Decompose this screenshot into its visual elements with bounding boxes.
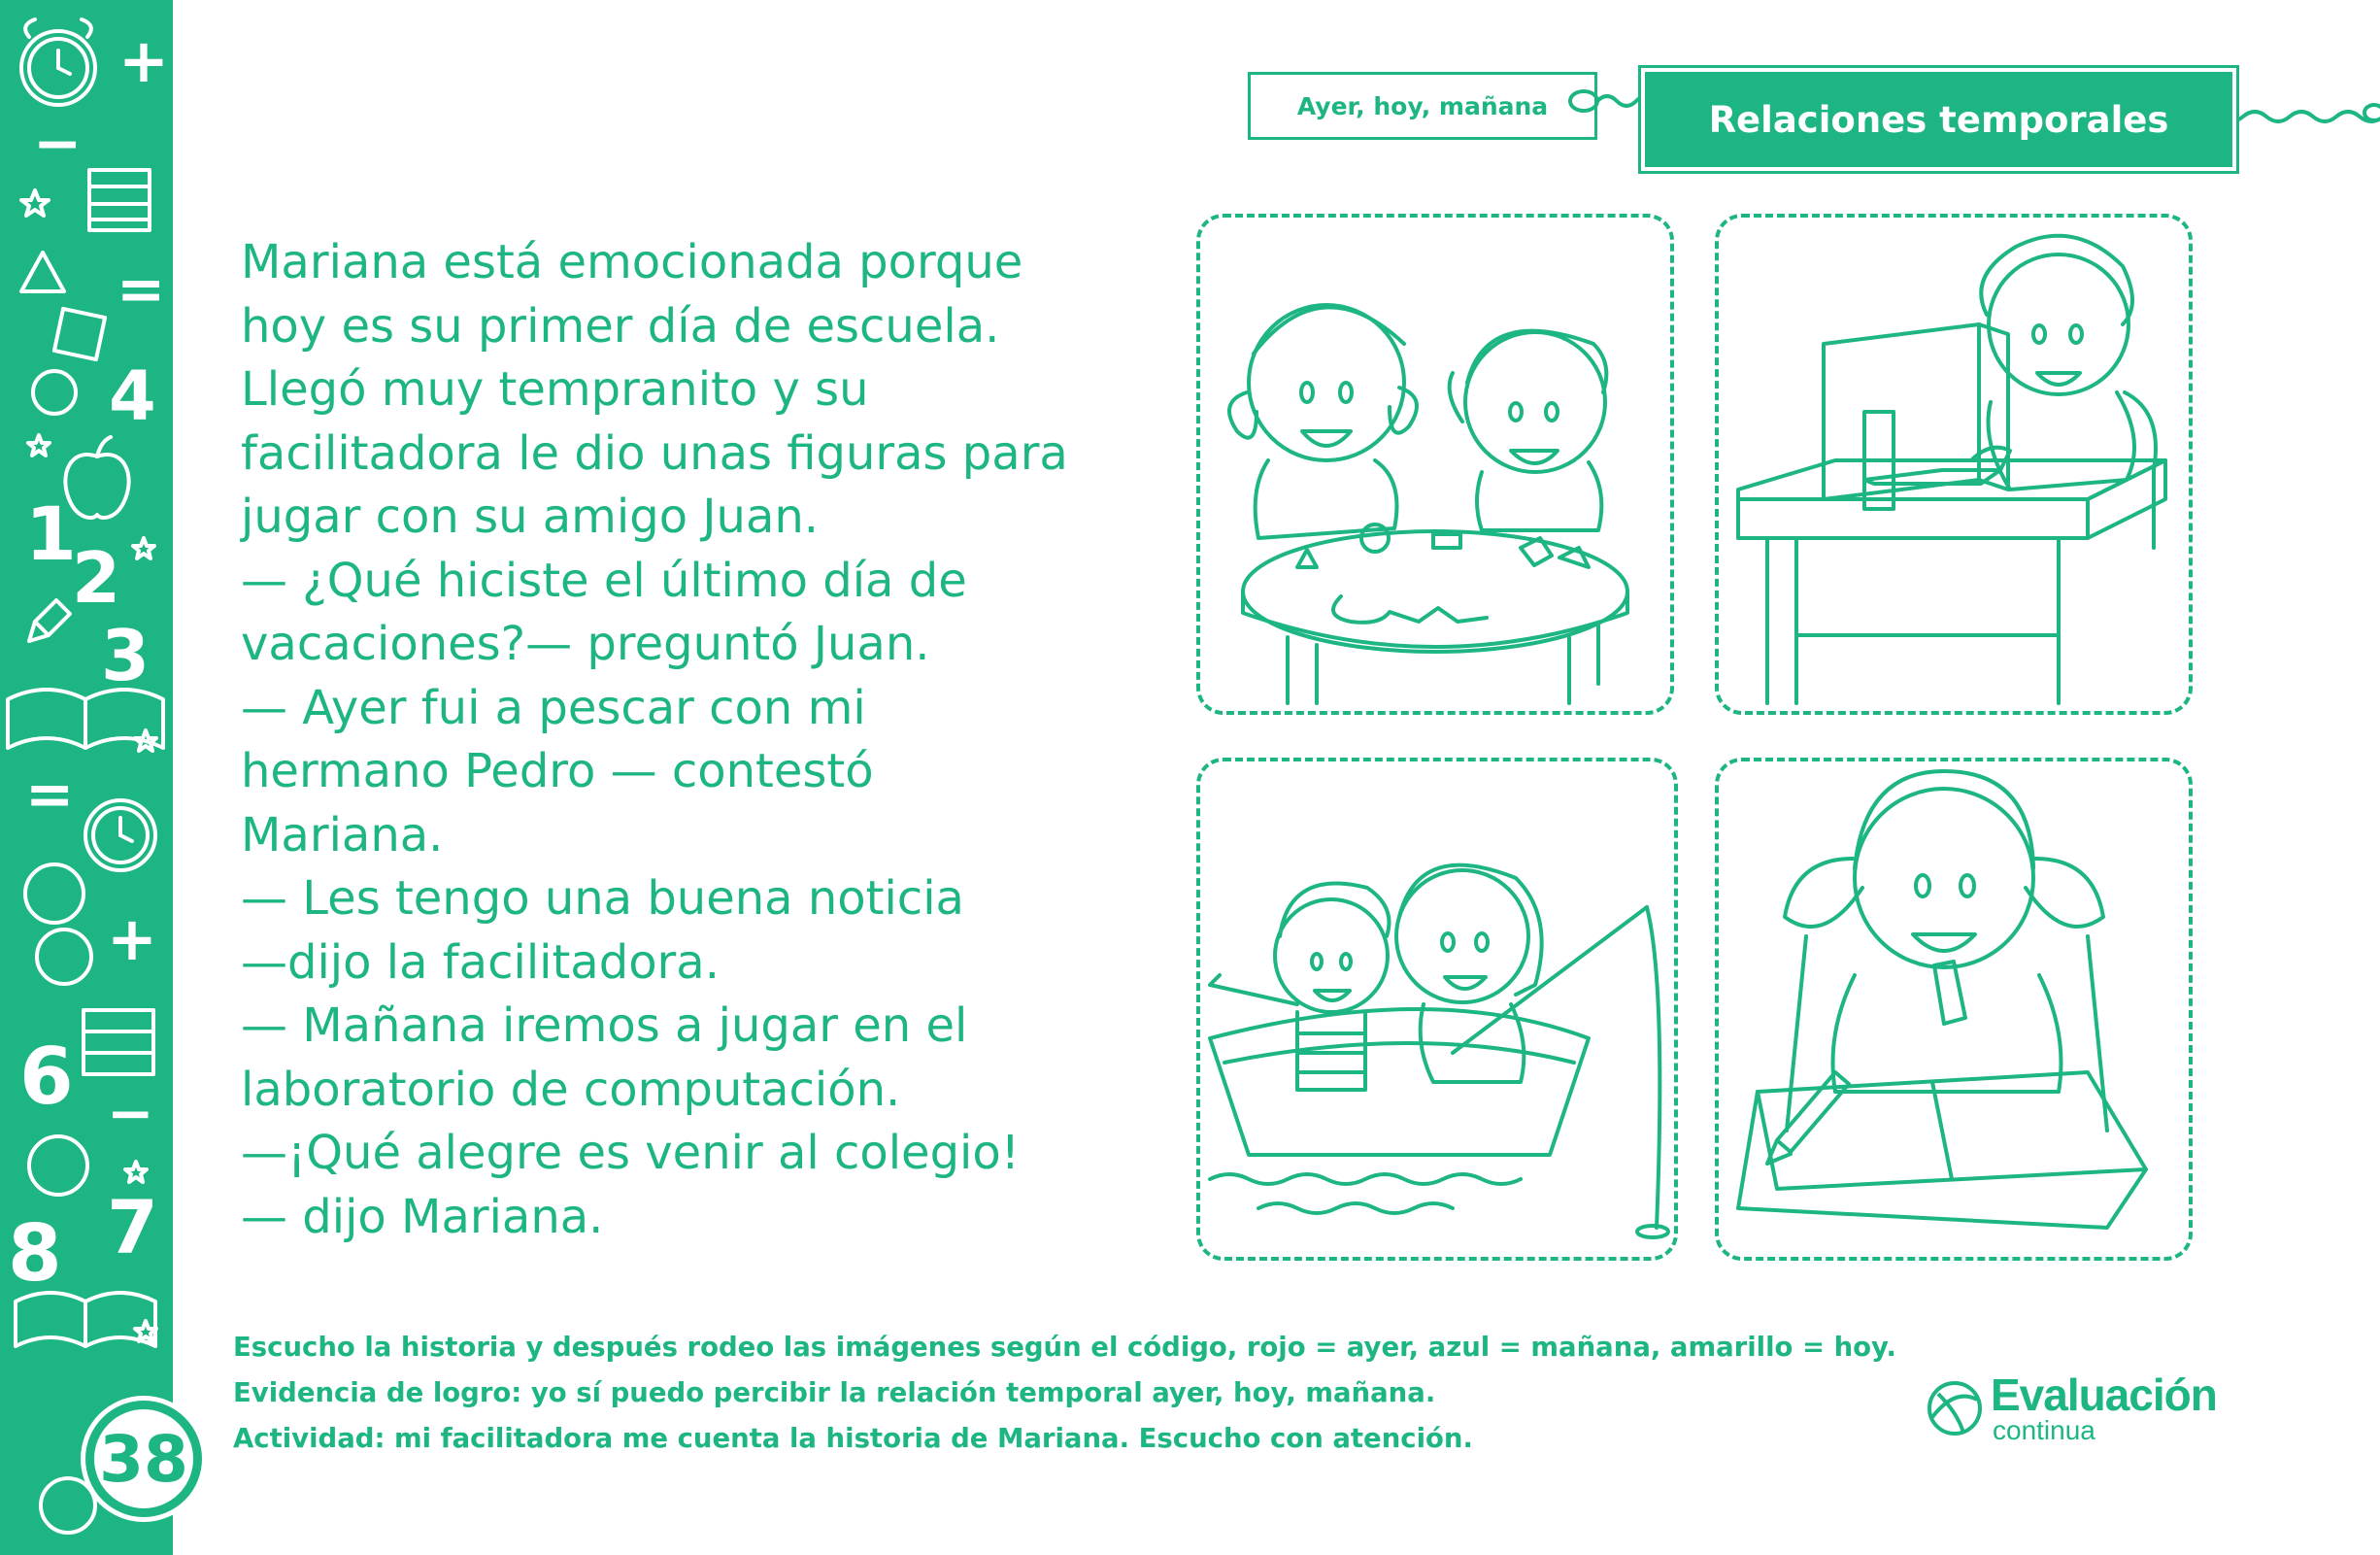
instructions bbox=[233, 1325, 1896, 1462]
panel-children-fishing[interactable] bbox=[1196, 758, 1678, 1261]
story-line: Mariana. bbox=[241, 807, 444, 862]
story-text bbox=[241, 231, 1192, 1249]
apple-icon bbox=[29, 1136, 87, 1195]
story-line: —dijo la facilitadora. bbox=[241, 934, 720, 990]
star-icon bbox=[135, 1321, 156, 1341]
digit-7-glyph: 7 bbox=[107, 1184, 158, 1270]
star-icon bbox=[125, 1162, 147, 1182]
story-line: — dijo Mariana. bbox=[241, 1189, 604, 1244]
story-line: — Mañana iremos a jugar en el bbox=[241, 998, 968, 1053]
panel-children-shapes[interactable] bbox=[1196, 214, 1674, 715]
digit-2-glyph: 2 bbox=[72, 537, 121, 619]
circle-icon bbox=[33, 371, 76, 414]
activity-text: : mi facilitadora me cuenta la historia de Mariana. Escucho con atención. bbox=[374, 1423, 1473, 1454]
minus-glyph: − bbox=[107, 1080, 154, 1146]
story-line: jugar con su amigo Juan. bbox=[241, 490, 820, 544]
panel-girl-writing[interactable] bbox=[1715, 758, 2193, 1261]
globe-icon bbox=[1925, 1378, 1985, 1438]
abacus-icon bbox=[84, 1010, 153, 1074]
plus-glyph: + bbox=[107, 903, 157, 974]
activity-label: Actividad bbox=[233, 1423, 375, 1454]
achievement-evidence: Evidencia de logro: yo sí puedo percibir la relación temporal ayer, hoy, mañana. bbox=[233, 1377, 1436, 1408]
panel-girl-computer[interactable] bbox=[1715, 214, 2193, 715]
story-line: facilitadora le dio unas figuras para bbox=[241, 425, 1068, 481]
star-icon bbox=[133, 538, 154, 558]
children-fishing-boat-illustration bbox=[1200, 761, 1674, 1257]
apple-icon bbox=[37, 930, 91, 984]
equals-glyph: = bbox=[117, 255, 166, 323]
alarm-clock-icon bbox=[85, 800, 155, 870]
page-number: 38 bbox=[85, 1401, 202, 1517]
apple-icon bbox=[41, 1478, 95, 1533]
girl-at-computer-illustration bbox=[1719, 218, 2189, 711]
digit-3-glyph: 3 bbox=[101, 615, 151, 696]
story-line: vacaciones?— preguntó Juan. bbox=[241, 617, 930, 671]
digit-6-glyph: 6 bbox=[19, 1031, 74, 1122]
topic-label: Relaciones temporales bbox=[1645, 72, 2232, 167]
star-icon bbox=[28, 435, 50, 456]
activity-line bbox=[233, 1416, 1896, 1462]
story-line: — ¿Qué hiciste el último día de bbox=[241, 553, 967, 608]
girl-writing-notebook-illustration bbox=[1719, 761, 2189, 1257]
pencil-icon bbox=[29, 600, 70, 641]
plus-glyph: + bbox=[118, 25, 169, 96]
book-icon bbox=[16, 1293, 155, 1346]
story-line: laboratorio de computación. bbox=[241, 1062, 901, 1117]
square-icon bbox=[54, 309, 105, 359]
triangle-icon bbox=[21, 253, 64, 291]
instruction-line: Escucho la historia y después rodeo las imágenes según el código, rojo = ayer, azul = mañana, amarillo = hoy. bbox=[233, 1332, 1896, 1363]
equals-glyph: = bbox=[25, 761, 75, 828]
minus-glyph: − bbox=[33, 110, 83, 178]
story-line: Llegó muy tempranito y su bbox=[241, 362, 869, 417]
evaluation-subtitle: continua bbox=[1993, 1415, 2095, 1445]
digit-8-glyph: 8 bbox=[8, 1208, 62, 1299]
sidebar-doodles bbox=[0, 0, 173, 1555]
digit-4-glyph: 4 bbox=[109, 356, 156, 436]
evaluation-title: Evaluación bbox=[1991, 1369, 2217, 1420]
children-playing-shapes-illustration bbox=[1200, 218, 1670, 711]
story-line: — Les tengo una buena noticia bbox=[241, 871, 964, 926]
subtopic-label: Ayer, hoy, mañana bbox=[1248, 72, 1597, 140]
apple-icon bbox=[25, 864, 84, 923]
digit-1-glyph: 1 bbox=[25, 490, 77, 577]
story-line: — Ayer fui a pescar con mi bbox=[241, 680, 866, 735]
story-line: hoy es su primer día de escuela. bbox=[241, 298, 1000, 354]
story-line: Mariana está emocionada porque bbox=[241, 235, 1023, 289]
story-line: —¡Qué alegre es venir al colegio! bbox=[241, 1126, 1020, 1180]
story-line: hermano Pedro — contestó bbox=[241, 744, 874, 798]
evaluation-badge bbox=[1925, 1369, 2217, 1447]
decorative-sidebar bbox=[0, 0, 173, 1555]
